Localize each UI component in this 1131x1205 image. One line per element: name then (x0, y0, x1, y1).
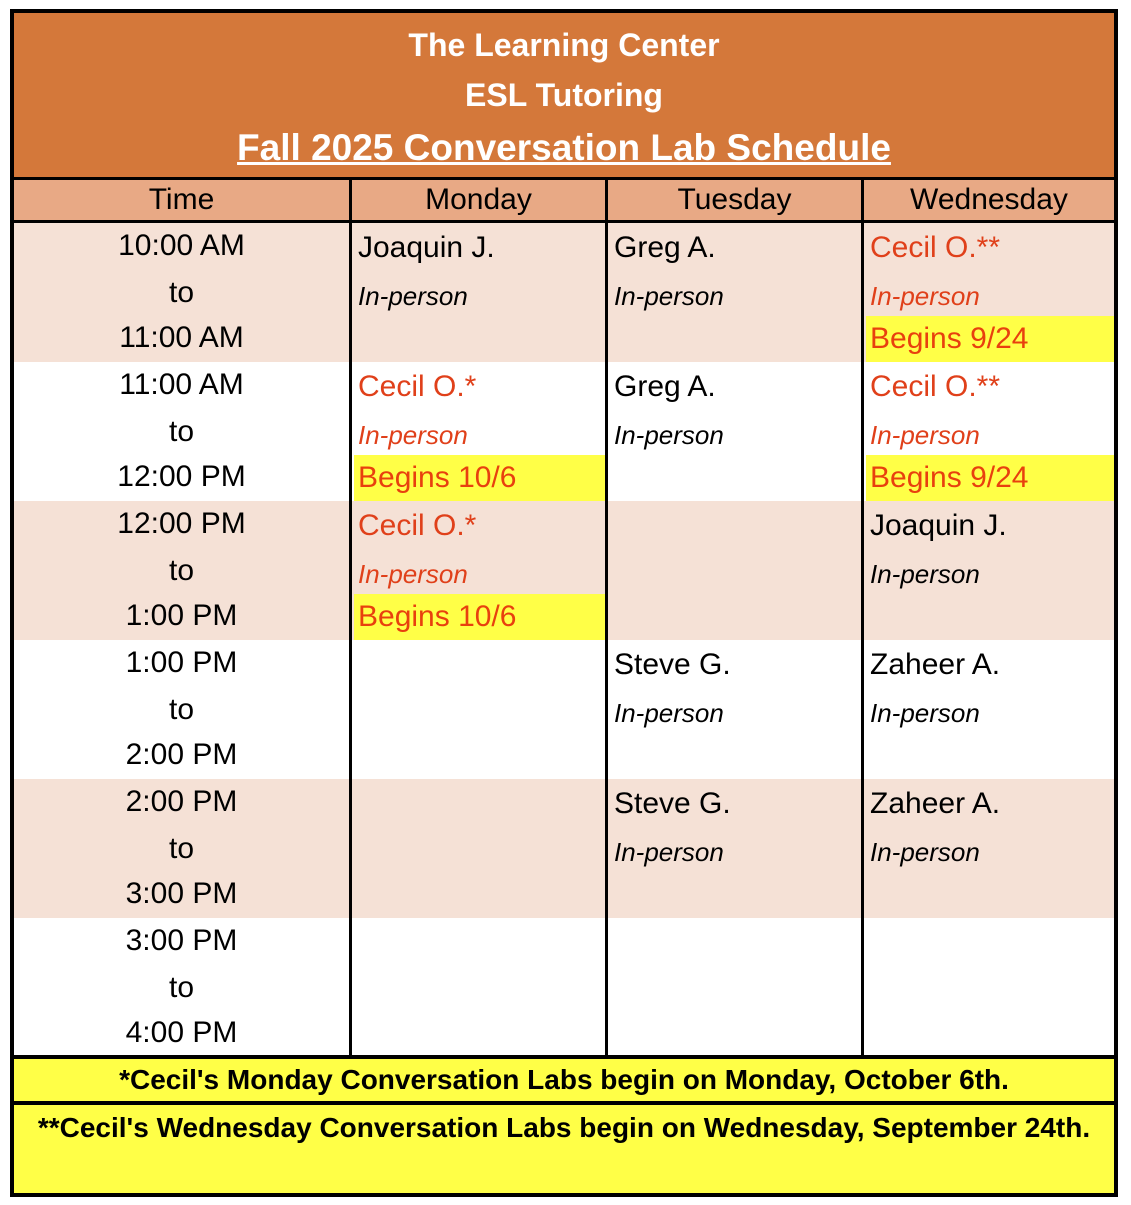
tutor-name: Joaquin J. (870, 509, 1007, 542)
monday-cell (352, 640, 605, 779)
program-name: ESL Tutoring (465, 77, 663, 113)
wednesday-cell (864, 501, 1114, 640)
start-date-note: Begins 9/24 (866, 316, 1114, 362)
column-header-row (14, 177, 1114, 223)
time-to: to (168, 832, 195, 865)
session-mode: In-person (358, 281, 468, 311)
wednesday-cell (864, 640, 1114, 779)
tuesday-cell (608, 779, 861, 918)
tutor-name: Steve G. (614, 787, 731, 820)
footnote-monday: *Cecil's Monday Conversation Labs begin on Monday, October 6th. (14, 1055, 1114, 1101)
wednesday-cell (864, 918, 1114, 1057)
time-end: 3:00 PM (125, 877, 238, 910)
wednesday-cell (864, 779, 1114, 918)
session-mode: In-person (870, 559, 980, 589)
session-mode: In-person (614, 698, 724, 728)
time-end: 4:00 PM (125, 1016, 238, 1049)
time-to: to (168, 693, 195, 726)
tutor-name: Joaquin J. (358, 231, 495, 264)
tuesday-cell (608, 362, 861, 501)
session-mode: In-person (358, 559, 468, 589)
time-start: 10:00 AM (118, 229, 245, 262)
time-to: to (168, 276, 195, 309)
time-to: to (168, 415, 195, 448)
schedule-title: Fall 2025 Conversation Lab Schedule (237, 127, 891, 168)
time-start: 2:00 PM (125, 785, 238, 818)
column-header-wednesday: Wednesday (910, 183, 1068, 216)
tuesday-cell (608, 640, 861, 779)
column-divider (605, 177, 608, 1055)
wednesday-cell (864, 362, 1114, 501)
tutor-name: Cecil O.** (870, 370, 1001, 403)
table-row (14, 918, 1114, 1057)
column-divider (349, 177, 352, 1055)
table-row (14, 223, 1114, 362)
tuesday-cell (608, 501, 861, 640)
session-mode: In-person (870, 420, 980, 450)
tuesday-cell (608, 918, 861, 1057)
schedule-table (10, 9, 1118, 1197)
start-date-note: Begins 10/6 (354, 455, 605, 501)
schedule-header (14, 13, 1114, 177)
time-to: to (168, 554, 195, 587)
time-end: 2:00 PM (125, 738, 238, 771)
start-date-note: Begins 10/6 (354, 594, 605, 640)
monday-cell (352, 501, 605, 640)
start-date-note: Begins 9/24 (866, 455, 1114, 501)
session-mode: In-person (614, 837, 724, 867)
monday-cell (352, 779, 605, 918)
column-header-tuesday: Tuesday (677, 183, 792, 216)
time-start: 3:00 PM (125, 924, 238, 957)
monday-cell (352, 362, 605, 501)
session-mode: In-person (870, 698, 980, 728)
tutor-name: Zaheer A. (870, 787, 1001, 820)
time-start: 11:00 AM (119, 368, 244, 401)
tuesday-cell (608, 223, 861, 362)
monday-cell (352, 223, 605, 362)
session-mode: In-person (870, 837, 980, 867)
time-end: 11:00 AM (119, 321, 244, 354)
center-name: The Learning Center (408, 27, 720, 63)
tutor-name: Steve G. (614, 648, 731, 681)
session-mode: In-person (614, 420, 724, 450)
table-row (14, 362, 1114, 501)
tutor-name: Greg A. (614, 231, 716, 264)
monday-cell (352, 918, 605, 1057)
footnote-wednesday: **Cecil's Wednesday Conversation Labs begin on Wednesday, September 24th. (14, 1101, 1114, 1193)
table-row (14, 779, 1114, 918)
tutor-name: Cecil O.* (358, 509, 477, 542)
column-header-time: Time (148, 183, 215, 216)
session-mode: In-person (614, 281, 724, 311)
time-to: to (168, 971, 195, 1004)
time-start: 12:00 PM (117, 507, 246, 540)
tutor-name: Cecil O.** (870, 231, 1001, 264)
table-row (14, 640, 1114, 779)
tutor-name: Cecil O.* (358, 370, 477, 403)
table-row (14, 501, 1114, 640)
column-divider (861, 177, 864, 1055)
tutor-name: Greg A. (614, 370, 716, 403)
session-mode: In-person (358, 420, 468, 450)
time-end: 12:00 PM (117, 460, 246, 493)
time-end: 1:00 PM (125, 599, 238, 632)
session-mode: In-person (870, 281, 980, 311)
time-start: 1:00 PM (125, 646, 238, 679)
column-header-monday: Monday (425, 183, 532, 216)
wednesday-cell (864, 223, 1114, 362)
tutor-name: Zaheer A. (870, 648, 1001, 681)
